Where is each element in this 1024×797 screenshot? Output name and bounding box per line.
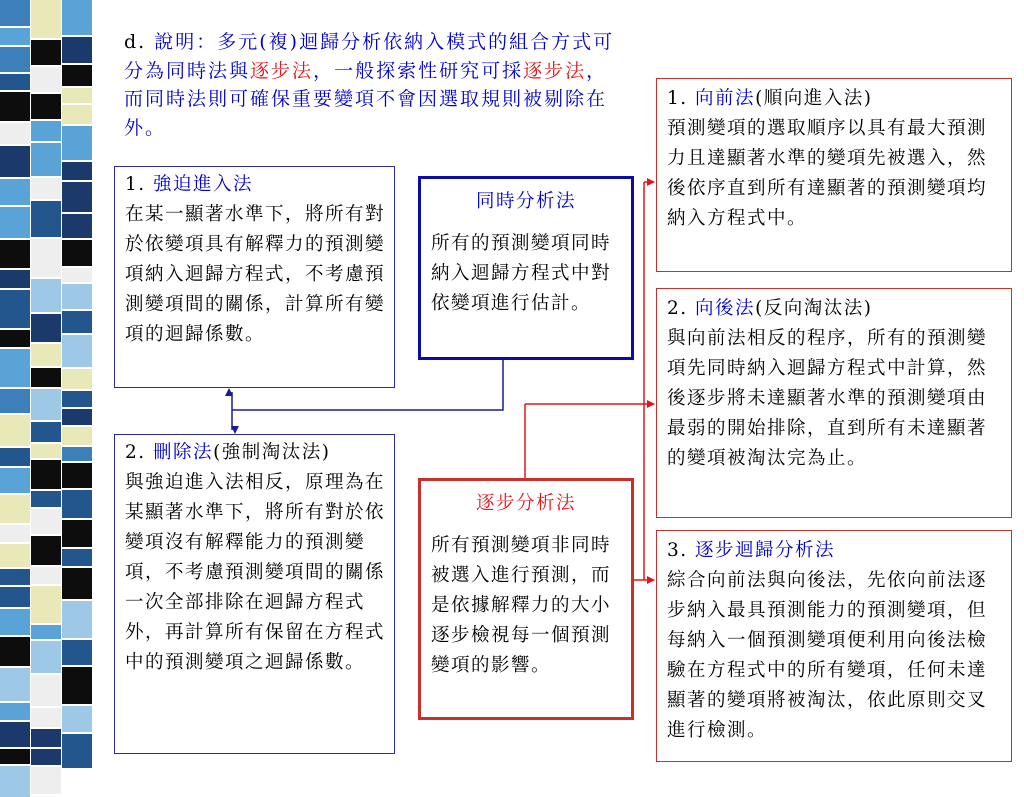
backward-num: 2. <box>667 298 696 319</box>
removal-title: 刪除法 <box>153 442 214 463</box>
intro-simultaneous-1: 同時法 <box>166 59 230 82</box>
forced-entry-body: 在某一顯著水準下，將所有對於依變項具有解釋力的預測變項納入迴歸方程式，不考慮預測變項間的關係，計算所有變項的迴歸係數。 <box>125 204 386 345</box>
stepwise-reg-title: 逐步迴歸分析法 <box>695 540 836 561</box>
stepwise-connector-right <box>634 182 644 580</box>
stepwise-reg-body: 綜合向前法與向後法，先依向前法逐步納入最具預測能力的預測變項，但每納入一個預測變項便利用向後法檢驗在方程式中的所有變項，任何未達顯著的變項將被淘汰，依此原則交叉進行檢測。 <box>667 570 988 741</box>
forward-num: 1. <box>667 88 696 109</box>
intro-part-7: ，而 <box>124 59 608 111</box>
simultaneous-body: 所有的預測變項同時納入迴歸方程式中對依變項進行估計。 <box>431 233 612 314</box>
intro-stepwise-1: 逐步法 <box>250 59 314 82</box>
removal-body: 與強迫進入法相反，原理為在某顯著水準下，將所有對於依變項沒有解釋能力的預測變項，不考慮預測變項間的關係一次全部排除在迴歸方程式外，再計算所有保留在方程式中的預測變項之迴歸係數。 <box>125 472 386 673</box>
stepwise-title: 逐步分析法 <box>475 493 576 514</box>
intro-simultaneous-2: 同時法 <box>145 88 209 111</box>
stepwise-box <box>418 478 634 720</box>
removal-box <box>114 434 395 754</box>
forced-entry-title: 強迫進入法 <box>153 174 254 195</box>
backward-subtitle: (反向淘汰法) <box>755 298 873 319</box>
removal-subtitle: (強制淘汰法) <box>213 442 331 463</box>
intro-part-1: 說明：多元(複)迴歸分析依納入模式的組合方式可分為 <box>124 31 615 82</box>
backward-box <box>656 288 1012 518</box>
stepwise-body: 所有預測變項非同時被選入進行預測，而是依據解釋力的大小逐步檢視每一個預測變項的影響。 <box>431 535 612 676</box>
simultaneous-box <box>418 176 634 360</box>
forced-entry-box <box>114 166 395 388</box>
backward-title: 向後法 <box>695 298 756 319</box>
forward-title: 向前法 <box>695 88 756 109</box>
intro-part-9: 則可確保重要變項不會因選取規則被剔除在外。 <box>124 88 608 139</box>
forward-body: 預測變項的選取順序以具有最大預測力且達顯著水準的變項先被選入，然後依序直到所有達顯著的預測變項均納入方程式中。 <box>667 118 988 229</box>
intro-part-3: 與 <box>229 59 251 82</box>
intro-prefix: d. <box>124 31 155 53</box>
simultaneous-title: 同時分析法 <box>475 191 576 212</box>
forward-box <box>656 78 1012 272</box>
stripe-block <box>0 766 30 797</box>
backward-body: 與向前法相反的程序，所有的預測變項先同時納入迴歸方程式中計算，然後逐步將未達顯著水準的預測變項由最弱的開始排除，直到所有未達顯著的變項被淘汰完為止。 <box>667 328 988 469</box>
forced-entry-num: 1. <box>125 174 154 195</box>
intro-stepwise-2: 逐步法 <box>523 59 587 82</box>
stripe-block <box>31 767 61 794</box>
removal-num: 2. <box>125 442 154 463</box>
intro-part-5: ，一般探索性研究可採 <box>313 59 524 82</box>
forward-subtitle: (順向進入法) <box>755 88 873 109</box>
stepwise-reg-num: 3. <box>667 540 696 561</box>
stepwise-regression-box <box>656 530 1012 762</box>
